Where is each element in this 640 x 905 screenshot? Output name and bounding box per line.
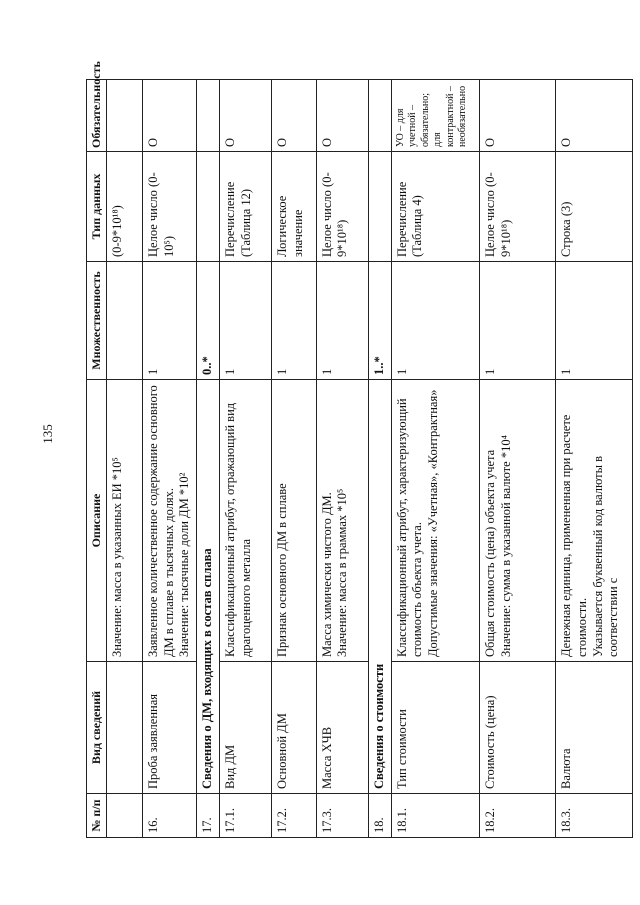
cell-kind: Масса ХЧВ	[316, 662, 368, 794]
cell-obligation	[107, 80, 143, 152]
data-table-rotated	[86, 61, 633, 838]
cell-description: Заявленное количественное содержание основного ДМ в сплаве в тысячных долях. Значение: тысячные доли ДМ *10²	[143, 380, 197, 662]
cell-description: Масса химически чистого ДМ. Значение: масса в граммах *10⁵	[316, 380, 368, 662]
section-title: Сведения о стоимости	[368, 380, 391, 794]
cell-description: Общая стоимость (цена) объекта учета Значение: сумма в указанной валюте *10⁴	[480, 380, 556, 662]
cell-obligation: О	[272, 80, 316, 152]
cell-obligation: О	[316, 80, 368, 152]
table-row	[107, 80, 143, 838]
cell-datatype: Целое число (0-9*10¹⁸)	[480, 152, 556, 262]
cell-description: Значение: масса в указанных ЕИ *10⁵	[107, 380, 143, 662]
cell-num: 16.	[143, 794, 197, 838]
section-row	[368, 80, 391, 838]
header-obligation: Обязательность	[87, 80, 107, 152]
cell-num: 18.1.	[391, 794, 479, 838]
table-row	[316, 80, 368, 838]
cell-kind: Вид ДМ	[220, 662, 272, 794]
header-description: Описание	[87, 380, 107, 662]
cell-datatype: (0-9*10¹⁸)	[107, 152, 143, 262]
cell-kind	[107, 662, 143, 794]
cell-obligation: О	[143, 80, 197, 152]
cell-multiplicity: 1..*	[368, 262, 391, 380]
cell-multiplicity: 1	[143, 262, 197, 380]
cell-multiplicity: 1	[391, 262, 479, 380]
cell-datatype: Целое число (0-10⁵)	[143, 152, 197, 262]
cell-kind: Валюта	[556, 662, 633, 794]
cell-multiplicity: 1	[272, 262, 316, 380]
table-row	[143, 80, 197, 838]
attributes-table	[86, 61, 633, 838]
header-kind: Вид сведений	[87, 662, 107, 794]
cell-datatype: Целое число (0-9*10¹⁸)	[316, 152, 368, 262]
cell-datatype	[197, 152, 220, 262]
section-row	[197, 80, 220, 838]
cell-kind: Тип стоимости	[391, 662, 479, 794]
cell-multiplicity: 1	[220, 262, 272, 380]
cell-obligation	[368, 80, 391, 152]
cell-description: Классификационный атрибут, отражающий вид драгоценного металла	[220, 380, 272, 662]
table-row	[220, 80, 272, 838]
cell-multiplicity: 0..*	[197, 262, 220, 380]
table-row	[480, 80, 556, 838]
cell-num: 18.2.	[480, 794, 556, 838]
section-title: Сведения о ДМ, входящих в состав сплава	[197, 380, 220, 794]
cell-num: 17.3.	[316, 794, 368, 838]
cell-multiplicity: 1	[316, 262, 368, 380]
cell-datatype: Строка (3)	[556, 152, 633, 262]
header-datatype: Тип данных	[87, 152, 107, 262]
cell-num: 18.	[368, 794, 391, 838]
cell-num	[107, 794, 143, 838]
table-row	[556, 80, 633, 838]
cell-num: 17.1.	[220, 794, 272, 838]
cell-num: 17.2.	[272, 794, 316, 838]
table-row	[391, 80, 479, 838]
header-multiplicity: Множественность	[87, 262, 107, 380]
cell-obligation: О	[220, 80, 272, 152]
cell-num: 18.3.	[556, 794, 633, 838]
cell-obligation: УО – для учетной – обязательно; для контрактной – необязательно	[391, 80, 479, 152]
cell-kind: Стоимость (цена)	[480, 662, 556, 794]
cell-obligation	[197, 80, 220, 152]
cell-num: 17.	[197, 794, 220, 838]
table-row	[272, 80, 316, 838]
cell-description: Классификационный атрибут, характеризующий стоимость объекта учета. Допустимые значения: «Учетная», «Контрактная»	[391, 380, 479, 662]
cell-datatype	[368, 152, 391, 262]
cell-kind: Основной ДМ	[272, 662, 316, 794]
page-number: 135	[39, 424, 55, 444]
cell-datatype: Логическое значение	[272, 152, 316, 262]
cell-description: Признак основного ДМ в сплаве	[272, 380, 316, 662]
header-num: № п/п	[87, 794, 107, 838]
cell-description: Денежная единица, примененная при расчете стоимости. Указывается буквенный код валюты в соответствии с	[556, 380, 633, 662]
cell-datatype: Перечисление (Таблица 4)	[391, 152, 479, 262]
cell-obligation: О	[556, 80, 633, 152]
cell-multiplicity: 1	[480, 262, 556, 380]
cell-multiplicity: 1	[556, 262, 633, 380]
cell-datatype: Перечисление (Таблица 12)	[220, 152, 272, 262]
cell-kind: Проба заявленная	[143, 662, 197, 794]
cell-multiplicity	[107, 262, 143, 380]
cell-obligation: О	[480, 80, 556, 152]
